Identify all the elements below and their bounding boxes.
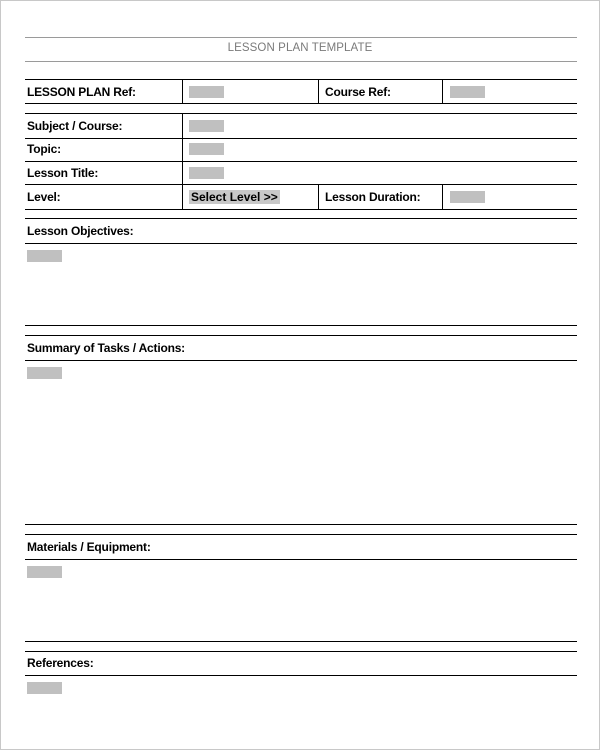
topic-field[interactable] xyxy=(189,143,224,155)
lesson-title-field[interactable] xyxy=(189,167,224,179)
lesson-objectives-field[interactable] xyxy=(27,250,62,262)
info-table-row-rule xyxy=(25,184,577,185)
subject-course-field[interactable] xyxy=(189,120,224,132)
references-header-rule xyxy=(25,675,577,676)
references-label: References: xyxy=(27,656,94,670)
info-table-divider xyxy=(318,184,319,209)
lesson-duration-field[interactable] xyxy=(450,191,485,203)
title-bottom-rule xyxy=(25,61,577,62)
info-table-row-rule xyxy=(25,138,577,139)
subject-course-label: Subject / Course: xyxy=(27,119,123,133)
lesson-duration-label: Lesson Duration: xyxy=(325,190,421,204)
header-table-bottom-rule xyxy=(25,103,577,104)
references-field[interactable] xyxy=(27,682,62,694)
lesson-title-label: Lesson Title: xyxy=(27,166,99,180)
objectives-top-rule xyxy=(25,218,577,219)
lesson-plan-ref-label: LESSON PLAN Ref: xyxy=(27,85,136,99)
title-top-rule xyxy=(25,37,577,38)
materials-bottom-rule xyxy=(25,641,577,642)
info-table-bottom-rule xyxy=(25,209,577,210)
document-title: LESSON PLAN TEMPLATE xyxy=(227,42,373,54)
topic-label: Topic: xyxy=(27,142,61,156)
materials-header-rule xyxy=(25,559,577,560)
info-table-divider xyxy=(442,184,443,209)
summary-bottom-rule xyxy=(25,524,577,525)
materials-top-rule xyxy=(25,534,577,535)
course-ref-label: Course Ref: xyxy=(325,85,391,99)
materials-equipment-field[interactable] xyxy=(27,566,62,578)
objectives-bottom-rule xyxy=(25,325,577,326)
level-label: Level: xyxy=(27,190,61,204)
summary-header-rule xyxy=(25,360,577,361)
objectives-header-rule xyxy=(25,243,577,244)
level-select-dropdown[interactable]: Select Level >> xyxy=(191,190,278,204)
summary-top-rule xyxy=(25,335,577,336)
header-table-divider xyxy=(318,79,319,103)
header-table-divider xyxy=(442,79,443,103)
header-table-divider xyxy=(182,79,183,103)
references-top-rule xyxy=(25,651,577,652)
lesson-plan-ref-field[interactable] xyxy=(189,86,224,98)
materials-equipment-label: Materials / Equipment: xyxy=(27,540,151,554)
header-table-top-rule xyxy=(25,79,577,80)
summary-of-tasks-field[interactable] xyxy=(27,367,62,379)
course-ref-field[interactable] xyxy=(450,86,485,98)
lesson-objectives-label: Lesson Objectives: xyxy=(27,224,134,238)
info-table-divider xyxy=(182,113,183,209)
summary-of-tasks-label: Summary of Tasks / Actions: xyxy=(27,341,185,355)
info-table-row-rule xyxy=(25,161,577,162)
info-table-top-rule xyxy=(25,113,577,114)
